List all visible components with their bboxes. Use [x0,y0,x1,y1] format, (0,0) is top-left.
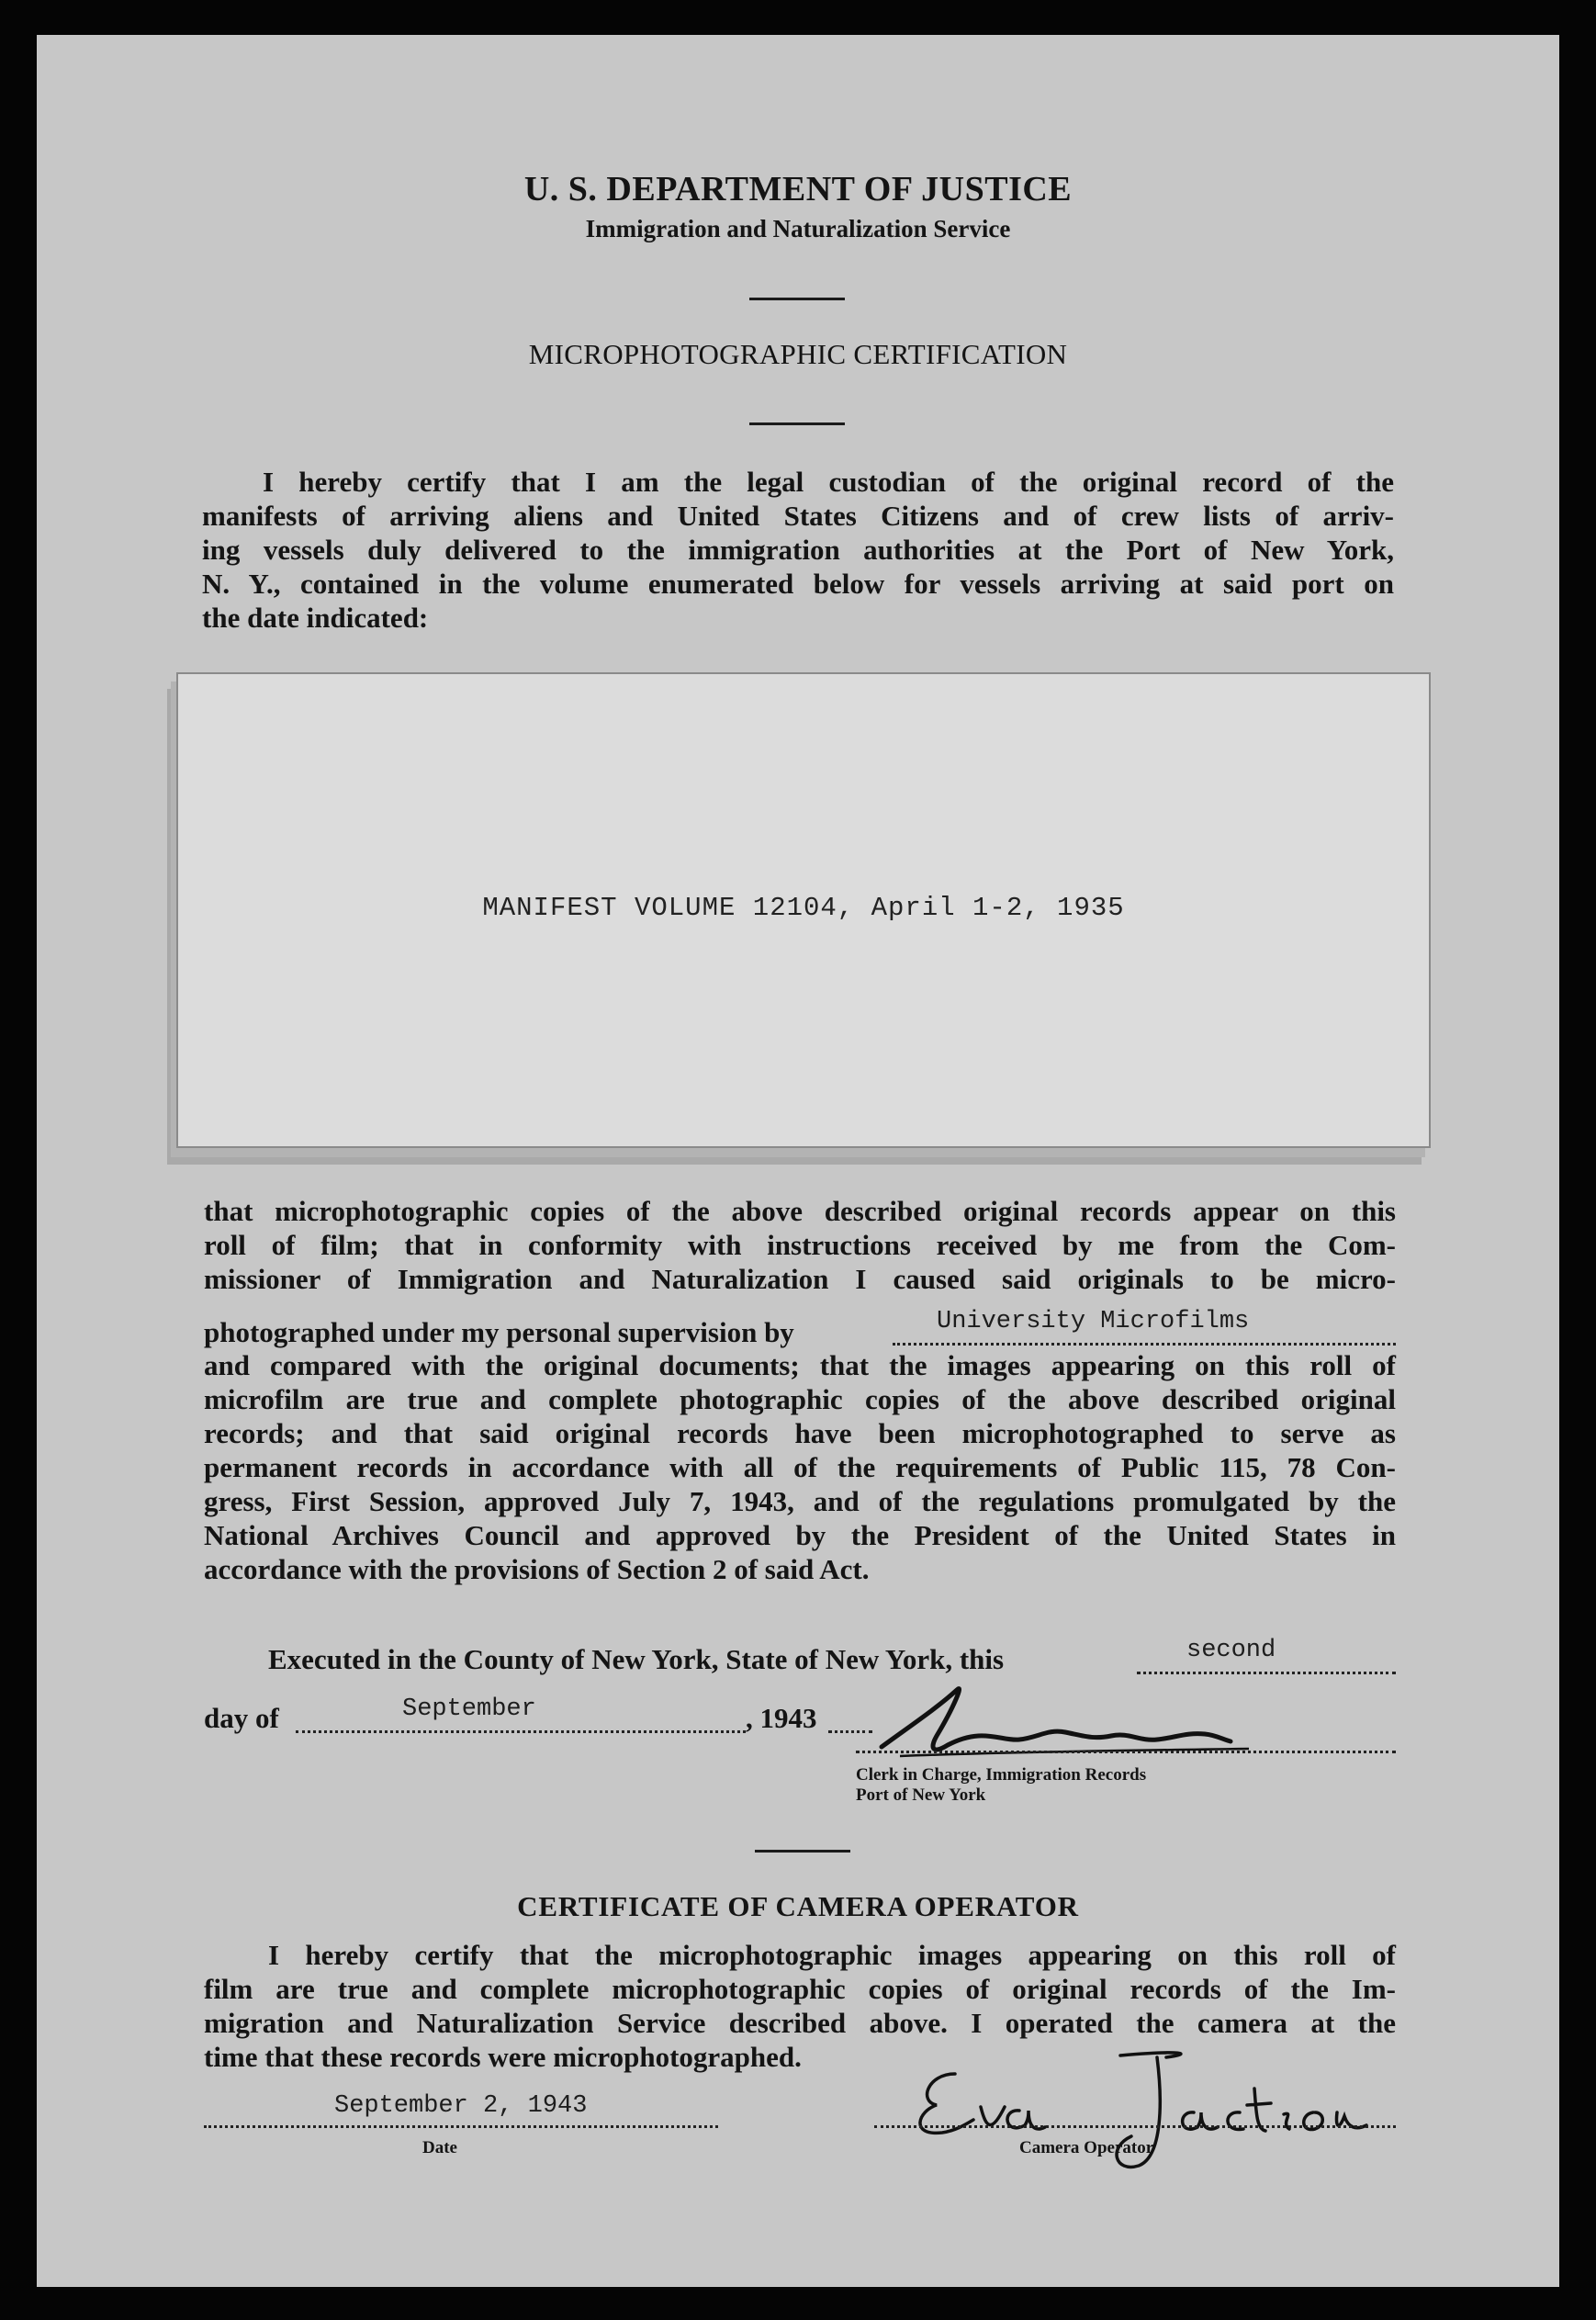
day-of-label: day of [204,1702,279,1734]
day-value: second [1186,1637,1276,1664]
intro-paragraph [202,465,1394,635]
date-dotted-line [204,2125,718,2128]
text-line: ing vessels duly delivered to the immigration authorities at the Port of New York, [202,534,1394,566]
divider [749,298,845,300]
text-line: the date indicated: [202,602,429,634]
department-title: U. S. DEPARTMENT OF JUSTICE [523,170,1073,208]
text-line: I hereby certify that the microphotographic images appearing on this roll of [268,1939,1396,1971]
executed-prefix: Executed in the County of New York, State of New York, this [268,1643,1005,1675]
text-line: and compared with the original documents; that the images appearing on this roll of [204,1349,1396,1381]
text-line: migration and Naturalization Service described above. I operated the camera at the [204,2007,1396,2039]
certificate-page [37,35,1559,2287]
body-paragraph-b [204,1348,1396,1586]
text-line: records; and that said original records have been microphotographed to serve as [204,1417,1396,1449]
text-line: time that these records were microphotographed. [204,2041,802,2073]
supervisor-dotted-line [893,1343,1396,1346]
clerk-title-line2: Port of New York [856,1785,986,1805]
year-value: , 1943 [746,1702,817,1734]
supervision-prefix: photographed under my personal supervision by [204,1316,794,1348]
operator-certificate-title: CERTIFICATE OF CAMERA OPERATOR [517,1890,1079,1922]
camera-operator-label: Camera Operator [1019,2138,1154,2157]
text-line: missioner of Immigration and Naturalization I caused said originals to be micro- [204,1263,1396,1295]
clerk-signature [845,1672,1322,1773]
service-subtitle: Immigration and Naturalization Service [585,215,1011,242]
text-line: gress, First Session, approved July 7, 1943, and of the regulations promulgated by the [204,1485,1396,1517]
operator-date-label: Date [422,2138,457,2157]
divider [749,422,845,425]
operator-date-value: September 2, 1943 [334,2092,588,2120]
text-line: that microphotographic copies of the above described original records appear on this [204,1195,1396,1227]
manifest-volume-slip [176,672,1431,1148]
clerk-signature-line [856,1751,1396,1753]
text-line: National Archives Council and approved by the President of the United States in [204,1519,1396,1551]
month-value: September [402,1695,536,1723]
text-line: permanent records in accordance with all of the requirements of Public 115, 78 Con- [204,1451,1396,1483]
supervision-line [204,1315,794,1349]
text-line: accordance with the provisions of Section 2 of said Act. [204,1553,870,1585]
supervisor-value: University Microfilms [937,1308,1250,1335]
body-paragraph-a [204,1194,1396,1296]
divider [755,1850,850,1853]
text-line: microfilm are true and complete photographic copies of the above described original [204,1383,1396,1415]
operator-signature [891,2037,1387,2184]
operator-signature-line [874,2125,1396,2128]
text-line: film are true and complete microphotographic copies of original records of the Im- [204,1973,1396,2005]
text-line: I hereby certify that I am the legal custodian of the original record of the [263,466,1394,498]
certification-title: MICROPHOTOGRAPHIC CERTIFICATION [528,338,1068,370]
text-line: N. Y., contained in the volume enumerated below for vessels arriving at said port on [202,568,1394,600]
text-line: manifests of arriving aliens and United States Citizens and of crew lists of arriv- [202,500,1394,532]
month-dotted-line [296,1730,746,1733]
manifest-volume-label: MANIFEST VOLUME 12104, April 1-2, 1935 [482,893,1125,923]
text-line: roll of film; that in conformity with instructions received by me from the Com- [204,1229,1396,1261]
clerk-title-line1: Clerk in Charge, Immigration Records [856,1765,1147,1785]
